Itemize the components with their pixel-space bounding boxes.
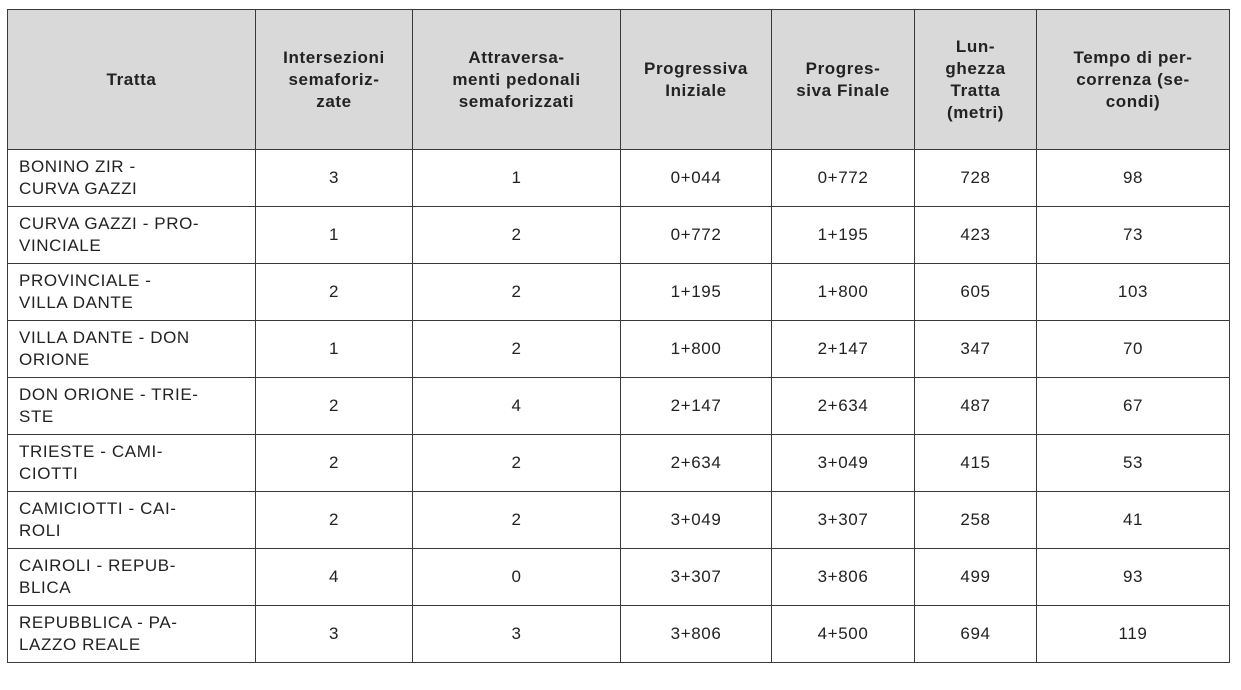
- cell-tempo: 41: [1037, 492, 1230, 549]
- cell-tratta: [8, 378, 256, 435]
- cell-lunghezza: 728: [915, 150, 1037, 207]
- cell-tratta: [8, 435, 256, 492]
- header-line: menti pedonali: [452, 69, 581, 89]
- cell-lunghezza: 415: [915, 435, 1037, 492]
- cell-tempo: 119: [1037, 606, 1230, 663]
- cell-tratta: [8, 549, 256, 606]
- header-tratta: [8, 10, 256, 150]
- cell-tempo: 103: [1037, 264, 1230, 321]
- table-row: [8, 606, 1230, 663]
- cell-lunghezza: 487: [915, 378, 1037, 435]
- cell-lunghezza: 694: [915, 606, 1037, 663]
- cell-intersezioni: 4: [256, 549, 413, 606]
- cell-intersezioni: 1: [256, 321, 413, 378]
- header-line: Tratta: [950, 80, 1001, 100]
- tratta-line: LAZZO REALE: [19, 635, 141, 654]
- table-header: [8, 10, 1230, 150]
- cell-lunghezza: 347: [915, 321, 1037, 378]
- cell-prog-finale: 3+049: [772, 435, 915, 492]
- tratta-line: STE: [19, 407, 54, 426]
- cell-prog-iniziale: 0+044: [621, 150, 772, 207]
- cell-prog-finale: 4+500: [772, 606, 915, 663]
- header-line: Lun-: [955, 36, 996, 56]
- tratta-line: BONINO ZIR -: [19, 157, 136, 176]
- cell-tratta: [8, 207, 256, 264]
- tratta-line: VINCIALE: [19, 236, 102, 255]
- tratta-line: REPUBBLICA - PA-: [19, 613, 178, 632]
- cell-prog-iniziale: 2+634: [621, 435, 772, 492]
- header-progressiva-finale: [772, 10, 915, 150]
- header-line: Progres-: [805, 58, 881, 78]
- cell-lunghezza: 605: [915, 264, 1037, 321]
- cell-tempo: 70: [1037, 321, 1230, 378]
- header-line: (metri): [946, 102, 1005, 122]
- header-row: [8, 10, 1230, 150]
- cell-attraversamenti: 2: [413, 321, 621, 378]
- cell-tratta: [8, 606, 256, 663]
- cell-prog-iniziale: 2+147: [621, 378, 772, 435]
- cell-tempo: 73: [1037, 207, 1230, 264]
- cell-tempo: 53: [1037, 435, 1230, 492]
- tratta-line: VILLA DANTE: [19, 293, 134, 312]
- cell-prog-iniziale: 0+772: [621, 207, 772, 264]
- cell-attraversamenti: 4: [413, 378, 621, 435]
- table-row: [8, 150, 1230, 207]
- cell-prog-iniziale: 3+806: [621, 606, 772, 663]
- header-line: Intersezioni: [283, 47, 385, 67]
- cell-lunghezza: 258: [915, 492, 1037, 549]
- cell-prog-iniziale: 3+049: [621, 492, 772, 549]
- header-line: zate: [316, 91, 352, 111]
- header-line: Iniziale: [665, 80, 727, 100]
- cell-prog-finale: 1+800: [772, 264, 915, 321]
- tratta-line: VILLA DANTE - DON: [19, 328, 190, 347]
- header-line: ghezza: [945, 58, 1006, 78]
- cell-prog-iniziale: 1+800: [621, 321, 772, 378]
- tratta-line: CURVA GAZZI: [19, 179, 138, 198]
- tratta-line: DON ORIONE - TRIE-: [19, 385, 199, 404]
- cell-tempo: 67: [1037, 378, 1230, 435]
- cell-intersezioni: 2: [256, 264, 413, 321]
- cell-prog-finale: 0+772: [772, 150, 915, 207]
- cell-prog-iniziale: 3+307: [621, 549, 772, 606]
- cell-lunghezza: 499: [915, 549, 1037, 606]
- cell-prog-finale: 2+147: [772, 321, 915, 378]
- cell-intersezioni: 2: [256, 435, 413, 492]
- header-line: Attraversa-: [468, 47, 565, 67]
- table-row: [8, 321, 1230, 378]
- tratta-line: ORIONE: [19, 350, 90, 369]
- header-attraversamenti: [413, 10, 621, 150]
- cell-lunghezza: 423: [915, 207, 1037, 264]
- table-row: [8, 207, 1230, 264]
- header-line: semaforiz-: [288, 69, 380, 89]
- cell-tratta: [8, 492, 256, 549]
- header-progressiva-iniziale: [621, 10, 772, 150]
- cell-attraversamenti: 2: [413, 435, 621, 492]
- cell-prog-finale: 3+806: [772, 549, 915, 606]
- table-body: [8, 150, 1230, 663]
- cell-attraversamenti: 1: [413, 150, 621, 207]
- cell-intersezioni: 3: [256, 606, 413, 663]
- tratte-table: [7, 9, 1230, 663]
- table-row: [8, 264, 1230, 321]
- header-tempo: [1037, 10, 1230, 150]
- tratta-line: PROVINCIALE -: [19, 271, 152, 290]
- tratta-line: ROLI: [19, 521, 62, 540]
- tratta-line: CURVA GAZZI - PRO-: [19, 214, 200, 233]
- header-line: siva Finale: [796, 80, 890, 100]
- cell-tratta: [8, 264, 256, 321]
- cell-intersezioni: 2: [256, 492, 413, 549]
- cell-tempo: 93: [1037, 549, 1230, 606]
- cell-attraversamenti: 0: [413, 549, 621, 606]
- tratta-line: CAMICIOTTI - CAI-: [19, 499, 177, 518]
- cell-tratta: [8, 321, 256, 378]
- cell-attraversamenti: 2: [413, 207, 621, 264]
- table-row: [8, 492, 1230, 549]
- header-line: semaforizzati: [458, 91, 575, 111]
- header-line: Progressiva: [644, 58, 748, 78]
- table-row: [8, 378, 1230, 435]
- header-intersezioni: [256, 10, 413, 150]
- cell-attraversamenti: 2: [413, 264, 621, 321]
- cell-prog-iniziale: 1+195: [621, 264, 772, 321]
- header-line: condi): [1105, 91, 1161, 111]
- header-line: correnza (se-: [1076, 69, 1190, 89]
- cell-attraversamenti: 3: [413, 606, 621, 663]
- cell-intersezioni: 3: [256, 150, 413, 207]
- cell-attraversamenti: 2: [413, 492, 621, 549]
- cell-intersezioni: 1: [256, 207, 413, 264]
- header-lunghezza: [915, 10, 1037, 150]
- tratta-line: BLICA: [19, 578, 72, 597]
- cell-intersezioni: 2: [256, 378, 413, 435]
- cell-tratta: [8, 150, 256, 207]
- cell-tempo: 98: [1037, 150, 1230, 207]
- cell-prog-finale: 1+195: [772, 207, 915, 264]
- header-line: Tratta: [106, 69, 157, 89]
- tratta-line: CAIROLI - REPUB-: [19, 556, 176, 575]
- tratta-line: CIOTTI: [19, 464, 79, 483]
- tratta-line: TRIESTE - CAMI-: [19, 442, 164, 461]
- table-row: [8, 549, 1230, 606]
- cell-prog-finale: 2+634: [772, 378, 915, 435]
- header-line: Tempo di per-: [1073, 47, 1193, 67]
- cell-prog-finale: 3+307: [772, 492, 915, 549]
- table-row: [8, 435, 1230, 492]
